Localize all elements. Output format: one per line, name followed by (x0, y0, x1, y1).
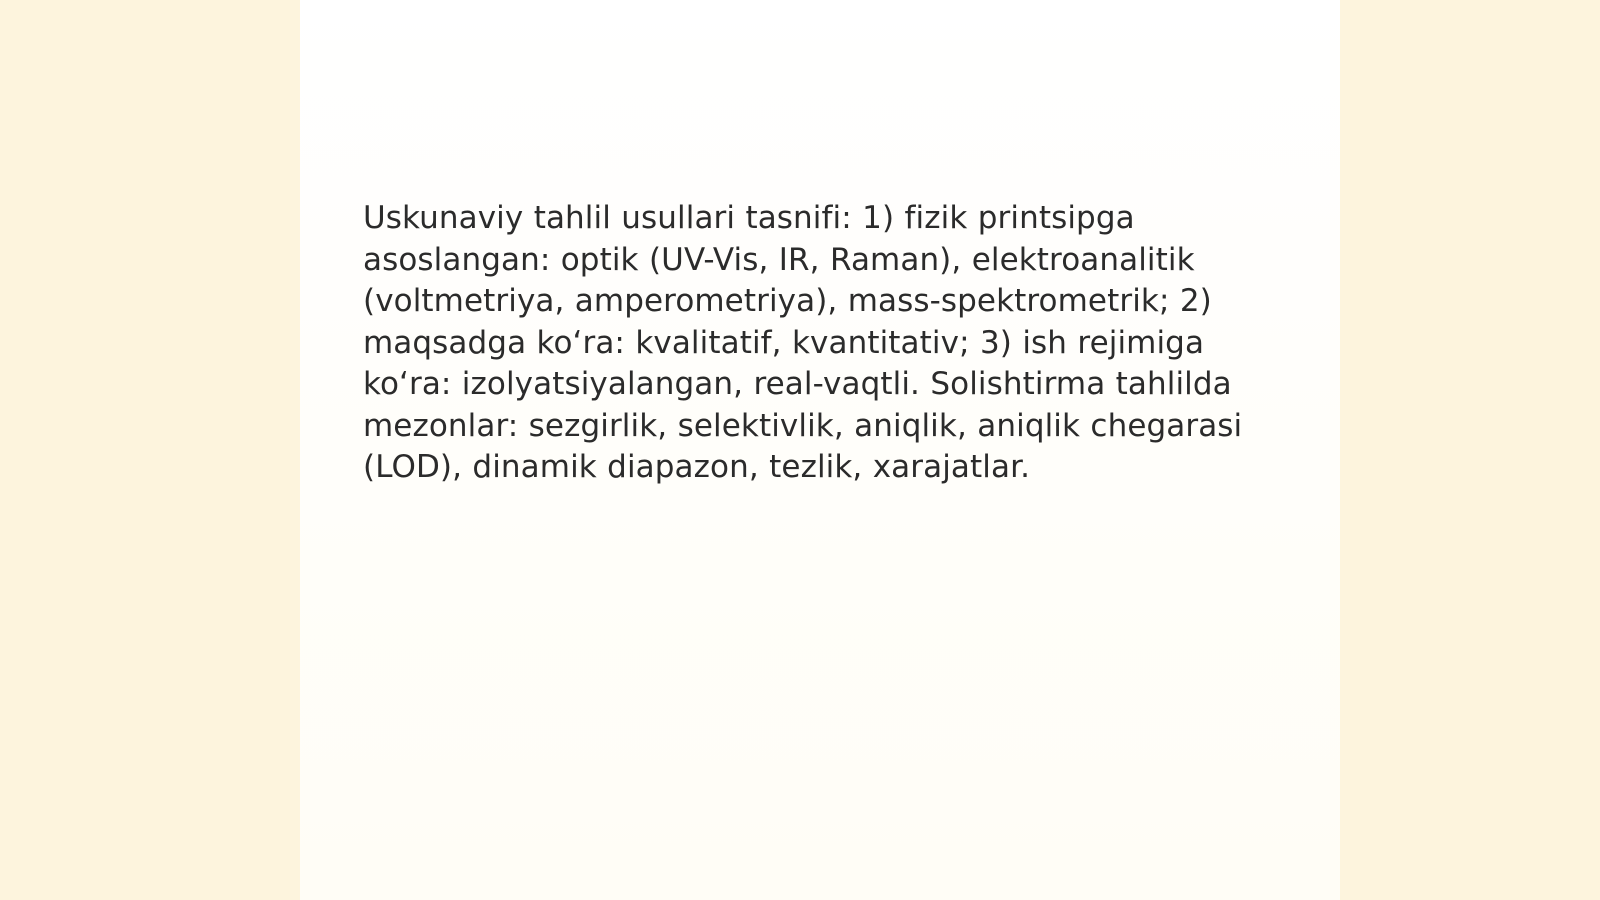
right-margin-area (1340, 0, 1600, 900)
left-margin-area (0, 0, 300, 900)
body-paragraph: Uskunaviy tahlil usullari tasnifi: 1) fizik printsipga asoslangan: optik (UV-Vis, IR, Raman), elektroanalitik (voltmetriya, amperometriya), mass-spektrometrik; 2) maqsadga ko‘ra: kvalitatif, kvantitativ; 3) ish rejimiga ko‘ra: izolyatsiyalangan, real-vaqtli. Solishtirma tahlilda mezonlar: sezgirlik, selektivlik, aniqlik, aniqlik chegarasi (LOD), dinamik diapazon, tezlik, xarajatlar. (363, 200, 1243, 485)
content-text-block (363, 198, 1263, 489)
document-page (300, 0, 1340, 900)
page-surface (300, 0, 1340, 900)
